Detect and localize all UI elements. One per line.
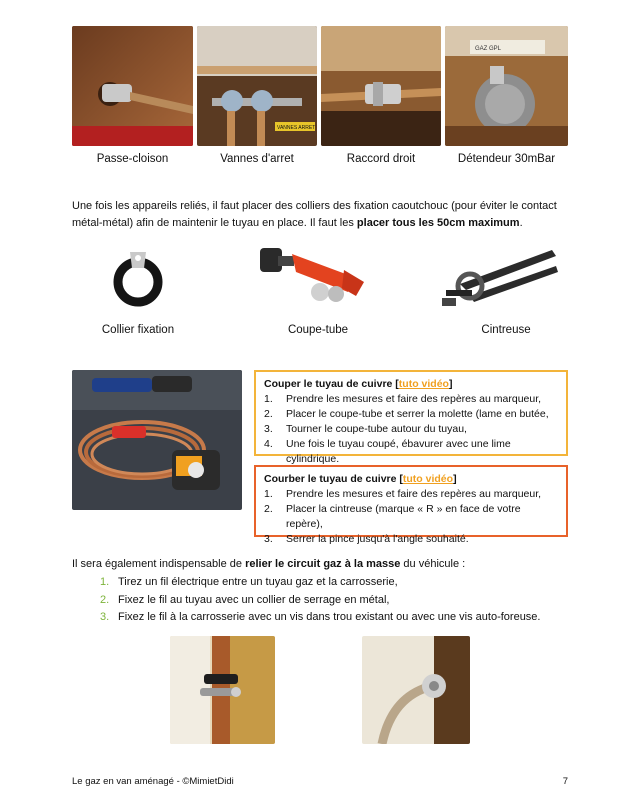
masse-intro-bold: relier le circuit gaz à la masse	[245, 558, 401, 570]
step-text: Prendre les mesures et faire des repères au marqueur,	[286, 488, 542, 500]
masse-steps-list	[100, 574, 570, 627]
bend-video-link[interactable]: tuto vidéo	[402, 473, 454, 485]
cut-steps-list	[264, 392, 558, 467]
ground-clamp-photo	[170, 636, 275, 744]
step-text: Fixez le fil au tuyau avec un collier de serrage en métal,	[118, 593, 390, 606]
step-text: Une fois le tuyau coupé, ébavurer avec une lime cylindrique.	[286, 438, 511, 465]
cut-box-title: Couper le tuyau de cuivre	[264, 378, 393, 390]
pipe-bender-photo	[440, 240, 562, 312]
masse-intro	[72, 556, 572, 573]
bend-pipe-box	[254, 465, 568, 545]
ground-screw-photo	[362, 636, 470, 744]
caption-passe-cloison: Passe-cloison	[96, 153, 169, 165]
intro-paragraph	[72, 198, 572, 232]
bend-steps-list	[264, 487, 558, 547]
intro-text-end: .	[519, 217, 523, 229]
step-text: Prendre les mesures et faire des repères au marqueur,	[286, 393, 542, 405]
regulator-photo	[445, 26, 568, 146]
caption-detendeur: Détendeur 30mBar	[457, 153, 556, 165]
footer-left: Le gaz en van aménagé - ©MimietDidi	[72, 776, 234, 787]
step-text: Tirez un fil électrique entre un tuyau gaz et la carrosserie,	[118, 576, 398, 588]
step-text: Tourner le coupe-tube autour du tuyau,	[286, 423, 467, 435]
regulator-label-text: GAZ GPL	[475, 46, 502, 52]
cut-box-title-line: Couper le tuyau de cuivre [tuto vidéo]	[264, 378, 453, 390]
list-item	[264, 437, 558, 467]
intro-text-bold: placer tous les 50cm maximum	[356, 217, 520, 229]
list-item	[264, 502, 558, 532]
step-number: 4.	[264, 438, 273, 450]
step-number: 1.	[264, 488, 273, 500]
page-number: 7	[562, 776, 568, 787]
list-item	[100, 609, 570, 627]
step-number: 3.	[264, 533, 273, 545]
copper-coil-photo	[72, 370, 242, 510]
list-item	[264, 392, 558, 407]
valves-label-text: VANNES ARRET	[277, 125, 316, 131]
caption-coupe-tube: Coupe-tube	[287, 324, 349, 336]
step-number: 1.	[264, 393, 273, 405]
list-item	[264, 422, 558, 437]
step-text: Placer le coupe-tube et serrer la molette (lame en butée,	[286, 408, 549, 420]
fitting-photo	[321, 26, 441, 146]
list-item	[264, 532, 558, 547]
step-text: Placer la cintreuse (marque « R » en face de votre repère),	[286, 503, 521, 530]
step-number: 2.	[264, 408, 273, 420]
step-number: 1.	[100, 576, 110, 588]
masse-intro-end: du véhicule :	[400, 558, 466, 570]
step-text: Fixez le fil à la carrosserie avec un vis dans trou existant ou avec une vis auto-foreuse.	[118, 611, 541, 623]
step-number: 2.	[264, 503, 273, 515]
caption-cintreuse: Cintreuse	[481, 324, 531, 336]
step-number: 3.	[100, 611, 110, 623]
pipe-cutter-photo	[256, 240, 368, 310]
caption-collier: Collier fixation	[101, 324, 175, 336]
list-item	[100, 592, 570, 610]
cut-pipe-box	[254, 370, 568, 465]
list-item	[264, 487, 558, 502]
step-text: Serrer la pince jusqu'à l'angle souhaité.	[286, 533, 469, 545]
masse-intro-text: Il sera également indispensable de	[72, 558, 246, 570]
bend-box-title: Courber le tuyau de cuivre	[264, 473, 397, 485]
caption-raccord-droit: Raccord droit	[346, 153, 416, 165]
cut-video-link[interactable]: tuto vidéo	[398, 378, 449, 390]
bend-box-title-line: Courber le tuyau de cuivre [tuto vidéo]	[264, 473, 457, 485]
intro-text: Une fois les appareils reliés, il faut placer des colliers des fixation caoutchouc (pour éviter le contact métal-métal) afin de maintenir le tuyau en place. Il faut les	[72, 200, 557, 229]
list-item	[264, 407, 558, 422]
rubber-clamp-photo	[108, 246, 168, 308]
valves-photo	[197, 26, 317, 146]
step-number: 2.	[100, 593, 110, 606]
caption-vannes-arret: Vannes d'arret	[220, 153, 294, 165]
step-number: 3.	[264, 423, 273, 435]
list-item	[100, 574, 570, 592]
wall-pipe-photo	[72, 26, 193, 146]
